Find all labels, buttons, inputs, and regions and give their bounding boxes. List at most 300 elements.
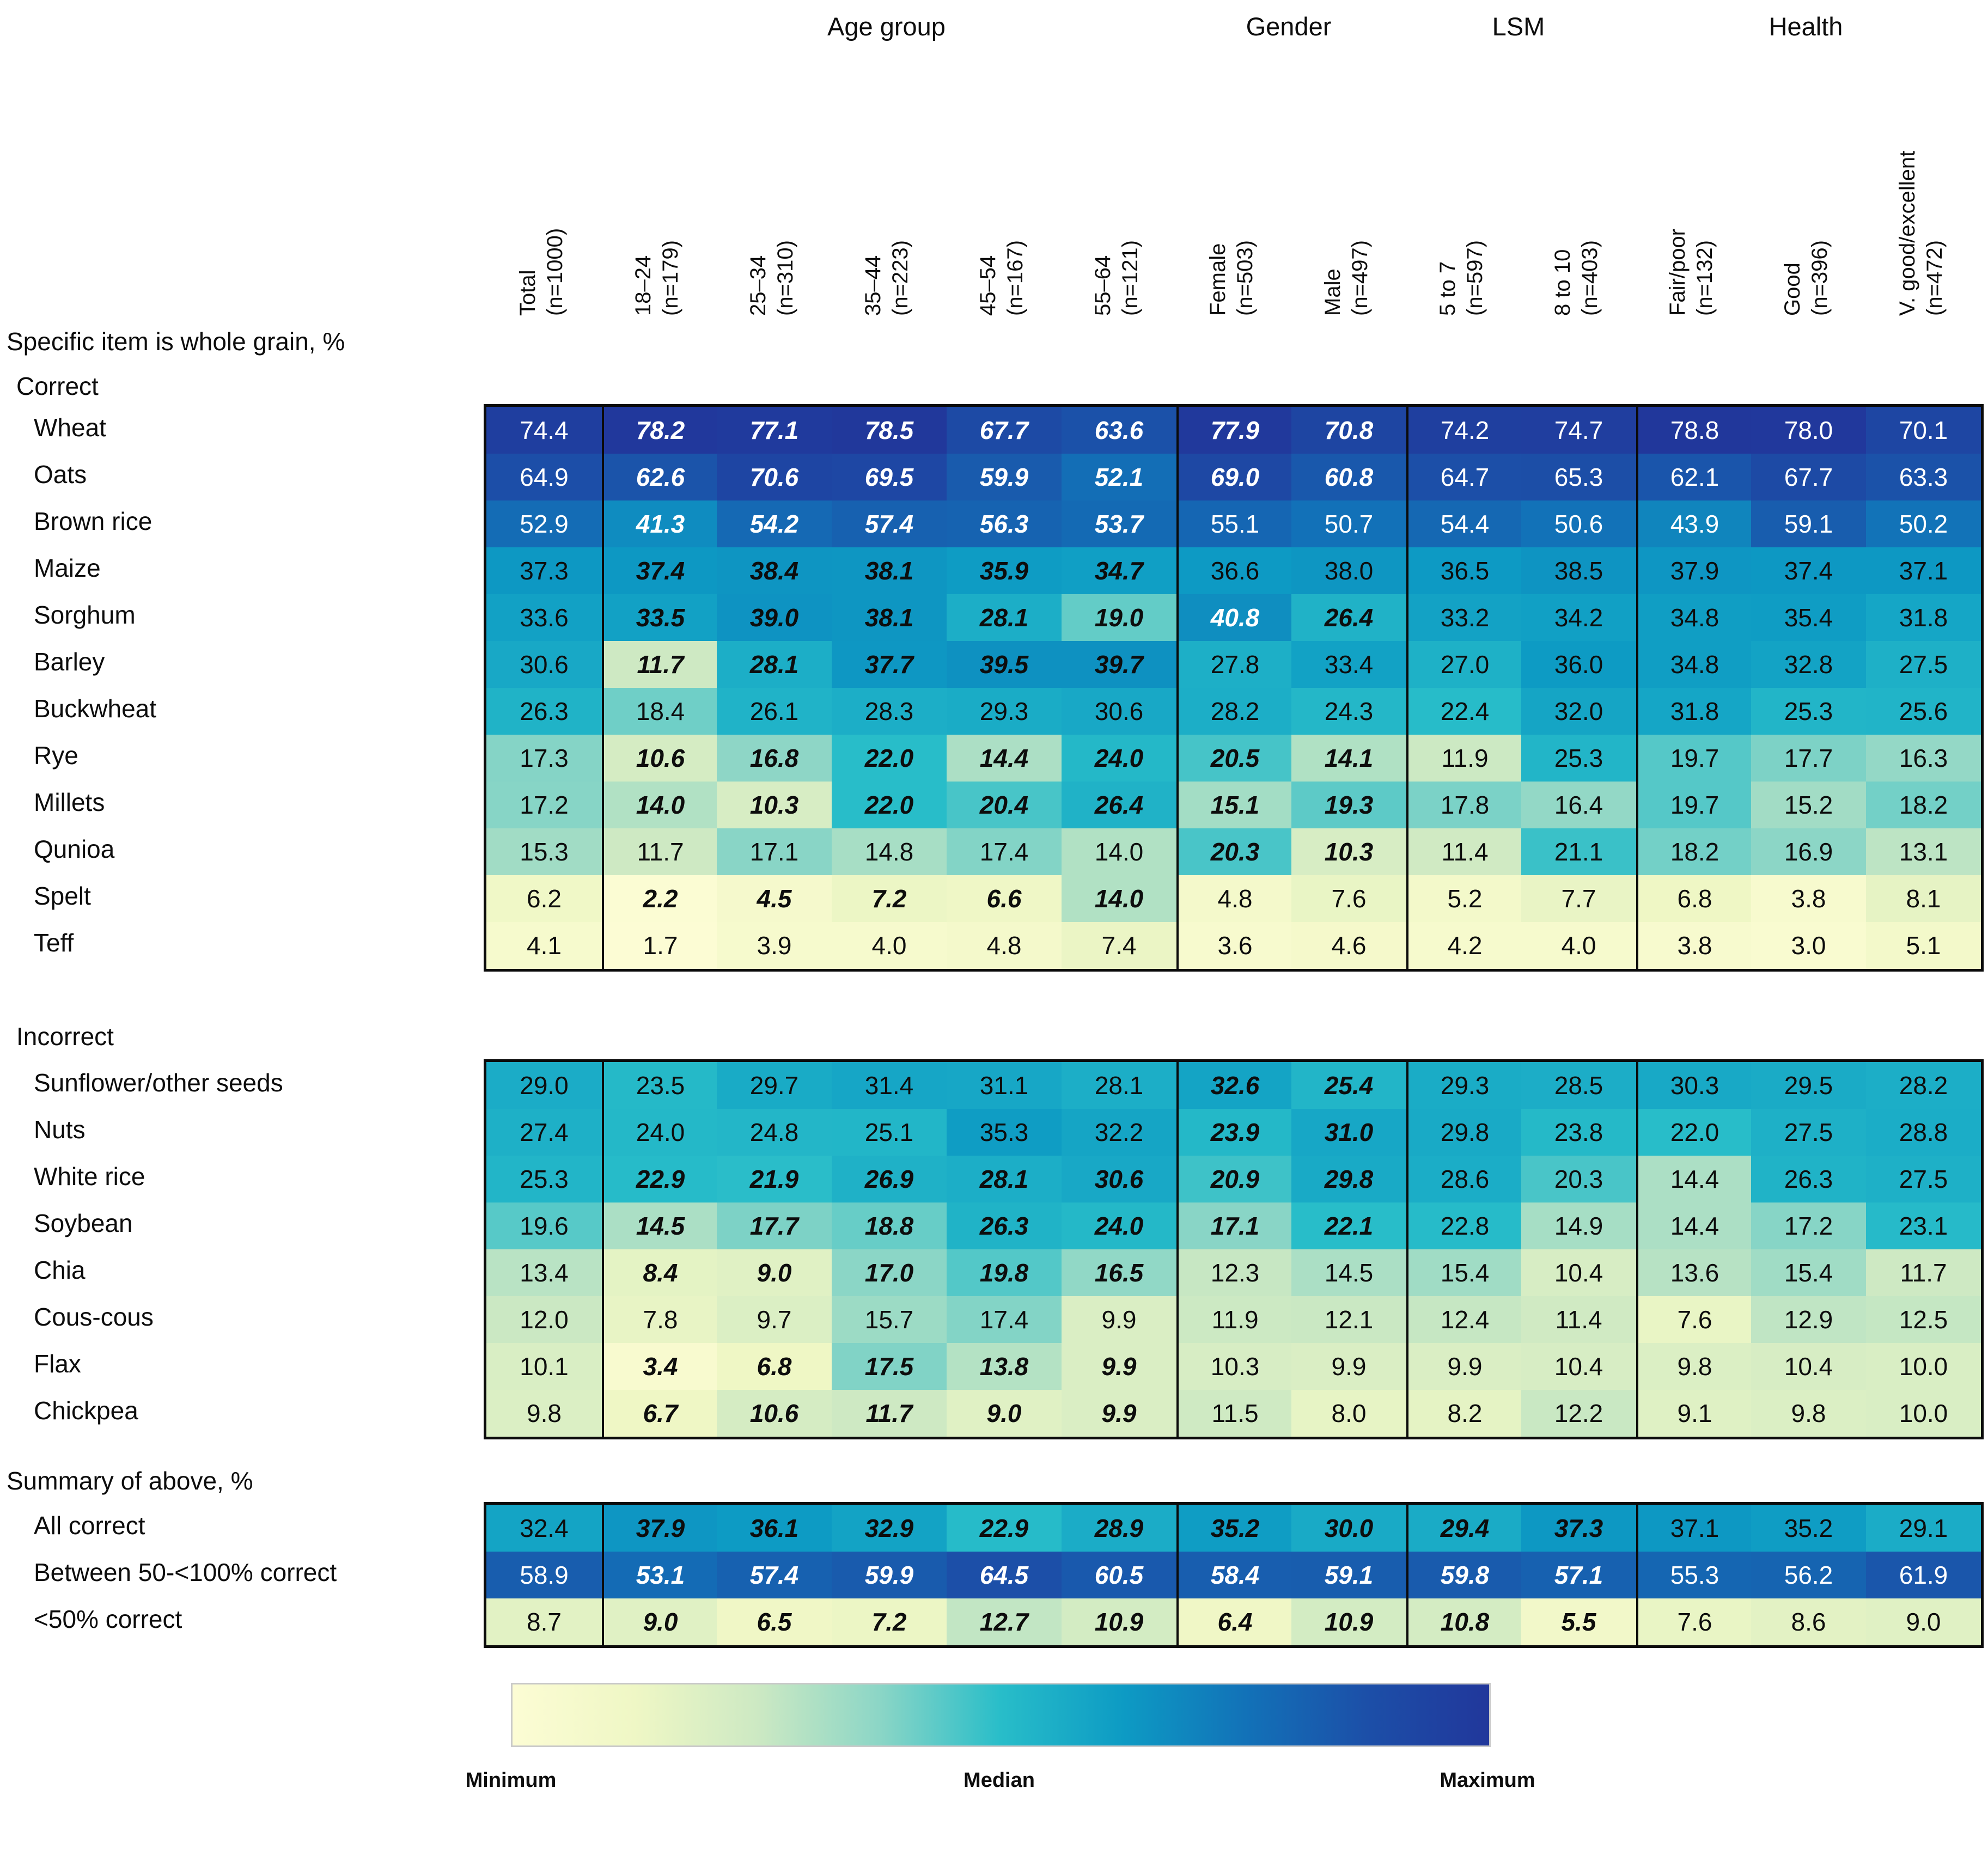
heatmap-cell: 55.1 bbox=[1176, 500, 1291, 547]
heatmap-cell: 8.7 bbox=[486, 1598, 602, 1645]
heatmap-cell: 28.8 bbox=[1866, 1109, 1981, 1156]
heatmap-cell: 25.6 bbox=[1866, 688, 1981, 735]
heatmap-cell: 78.5 bbox=[832, 407, 947, 454]
heatmap-cell: 18.8 bbox=[832, 1202, 947, 1249]
heatmap-cell: 28.1 bbox=[947, 594, 1062, 641]
heatmap-cell: 9.8 bbox=[1636, 1343, 1751, 1390]
heatmap-cell: 9.9 bbox=[1062, 1390, 1176, 1437]
heatmap-cell: 14.5 bbox=[1291, 1249, 1406, 1296]
heatmap-cell: 17.4 bbox=[947, 828, 1062, 875]
heatmap-cell: 10.9 bbox=[1291, 1598, 1406, 1645]
heatmap-cell: 10.9 bbox=[1062, 1598, 1176, 1645]
heatmap-cell: 50.2 bbox=[1866, 500, 1981, 547]
group-header-lsm: LSM bbox=[1492, 11, 1545, 41]
heatmap-cell: 18.4 bbox=[602, 688, 717, 735]
heatmap-cell: 16.9 bbox=[1751, 828, 1866, 875]
heatmap-cell: 43.9 bbox=[1636, 500, 1751, 547]
heatmap-cell: 14.1 bbox=[1291, 735, 1406, 782]
heatmap-cell: 11.9 bbox=[1406, 735, 1521, 782]
heatmap-cell: 30.6 bbox=[486, 641, 602, 688]
heatmap-cell: 22.8 bbox=[1406, 1202, 1521, 1249]
heatmap-cell: 32.4 bbox=[486, 1505, 602, 1552]
heatmap-cell: 4.6 bbox=[1291, 922, 1406, 969]
row-label: White rice bbox=[34, 1162, 145, 1191]
heatmap-cell: 59.1 bbox=[1291, 1552, 1406, 1598]
heatmap-cell: 78.8 bbox=[1636, 407, 1751, 454]
row-label: Sorghum bbox=[34, 601, 136, 629]
heatmap-cell: 7.2 bbox=[832, 1598, 947, 1645]
column-header: Good (n=396) bbox=[1780, 240, 1832, 316]
heatmap-cell: 70.6 bbox=[717, 454, 832, 500]
heatmap-cell: 17.2 bbox=[486, 782, 602, 828]
heatmap-cell: 74.2 bbox=[1406, 407, 1521, 454]
heatmap-cell: 53.1 bbox=[602, 1552, 717, 1598]
heatmap-cell: 9.8 bbox=[486, 1390, 602, 1437]
heatmap-cell: 64.5 bbox=[947, 1552, 1062, 1598]
heatmap-cell: 25.4 bbox=[1291, 1062, 1406, 1109]
heatmap-cell: 26.3 bbox=[947, 1202, 1062, 1249]
heatmap-cell: 12.4 bbox=[1406, 1296, 1521, 1343]
heatmap-cell: 19.7 bbox=[1636, 782, 1751, 828]
heatmap-cell: 12.1 bbox=[1291, 1296, 1406, 1343]
column-header: Female (n=503) bbox=[1205, 240, 1257, 316]
section-heading-whole-grain: Specific item is whole grain, % bbox=[7, 327, 345, 356]
heatmap-cell: 4.2 bbox=[1406, 922, 1521, 969]
heatmap-cell: 37.4 bbox=[1751, 547, 1866, 594]
column-header: 45–54 (n=167) bbox=[975, 240, 1027, 316]
heatmap-cell: 34.8 bbox=[1636, 641, 1751, 688]
heatmap-cell: 32.0 bbox=[1521, 688, 1636, 735]
heatmap-cell: 61.9 bbox=[1866, 1552, 1981, 1598]
section-subheading-incorrect: Incorrect bbox=[16, 1022, 114, 1051]
heatmap-cell: 28.1 bbox=[947, 1156, 1062, 1202]
heatmap-cell: 8.6 bbox=[1751, 1598, 1866, 1645]
row-label: Nuts bbox=[34, 1115, 86, 1144]
heatmap-cell: 24.8 bbox=[717, 1109, 832, 1156]
heatmap-cell: 37.9 bbox=[602, 1505, 717, 1552]
heatmap-table-summary bbox=[484, 1502, 1984, 1648]
heatmap-cell: 20.3 bbox=[1176, 828, 1291, 875]
heatmap-cell: 28.2 bbox=[1866, 1062, 1981, 1109]
heatmap-cell: 37.1 bbox=[1636, 1505, 1751, 1552]
heatmap-cell: 7.6 bbox=[1636, 1598, 1751, 1645]
row-label: Chickpea bbox=[34, 1396, 138, 1425]
heatmap-cell: 29.8 bbox=[1406, 1109, 1521, 1156]
heatmap-cell: 10.3 bbox=[1176, 1343, 1291, 1390]
heatmap-cell: 27.4 bbox=[486, 1109, 602, 1156]
heatmap-cell: 52.9 bbox=[486, 500, 602, 547]
heatmap-cell: 63.6 bbox=[1062, 407, 1176, 454]
legend-label-minimum: Minimum bbox=[465, 1769, 557, 1792]
heatmap-cell: 23.1 bbox=[1866, 1202, 1981, 1249]
heatmap-cell: 28.3 bbox=[832, 688, 947, 735]
heatmap-cell: 33.6 bbox=[486, 594, 602, 641]
heatmap-cell: 39.0 bbox=[717, 594, 832, 641]
heatmap-cell: 33.4 bbox=[1291, 641, 1406, 688]
heatmap-cell: 17.1 bbox=[717, 828, 832, 875]
row-label: Soybean bbox=[34, 1209, 133, 1237]
row-label: Oats bbox=[34, 460, 87, 489]
heatmap-cell: 78.2 bbox=[602, 407, 717, 454]
heatmap-cell: 27.5 bbox=[1751, 1109, 1866, 1156]
heatmap-cell: 7.6 bbox=[1291, 875, 1406, 922]
heatmap-cell: 22.4 bbox=[1406, 688, 1521, 735]
heatmap-cell: 37.3 bbox=[1521, 1505, 1636, 1552]
heatmap-cell: 37.9 bbox=[1636, 547, 1751, 594]
color-scale-gradient-bar bbox=[511, 1683, 1491, 1747]
heatmap-cell: 16.3 bbox=[1866, 735, 1981, 782]
heatmap-cell: 7.2 bbox=[832, 875, 947, 922]
heatmap-cell: 10.4 bbox=[1751, 1343, 1866, 1390]
heatmap-cell: 77.1 bbox=[717, 407, 832, 454]
heatmap-cell: 17.0 bbox=[832, 1249, 947, 1296]
heatmap-cell: 22.0 bbox=[832, 782, 947, 828]
heatmap-cell: 28.6 bbox=[1406, 1156, 1521, 1202]
heatmap-cell: 65.3 bbox=[1521, 454, 1636, 500]
heatmap-cell: 12.2 bbox=[1521, 1390, 1636, 1437]
heatmap-cell: 7.6 bbox=[1636, 1296, 1751, 1343]
heatmap-cell: 15.7 bbox=[832, 1296, 947, 1343]
heatmap-cell: 28.1 bbox=[1062, 1062, 1176, 1109]
heatmap-cell: 2.2 bbox=[602, 875, 717, 922]
row-label: Brown rice bbox=[34, 507, 153, 535]
heatmap-cell: 35.3 bbox=[947, 1109, 1062, 1156]
group-header-age-group: Age group bbox=[827, 11, 946, 41]
heatmap-cell: 22.1 bbox=[1291, 1202, 1406, 1249]
heatmap-cell: 38.0 bbox=[1291, 547, 1406, 594]
column-headers bbox=[484, 59, 1978, 316]
heatmap-cell: 4.1 bbox=[486, 922, 602, 969]
heatmap-cell: 6.4 bbox=[1176, 1598, 1291, 1645]
row-label: Flax bbox=[34, 1350, 81, 1378]
heatmap-cell: 57.4 bbox=[832, 500, 947, 547]
heatmap-cell: 31.8 bbox=[1636, 688, 1751, 735]
heatmap-cell: 15.3 bbox=[486, 828, 602, 875]
heatmap-cell: 34.8 bbox=[1636, 594, 1751, 641]
heatmap-cell: 8.2 bbox=[1406, 1390, 1521, 1437]
heatmap-cell: 9.0 bbox=[602, 1598, 717, 1645]
heatmap-cell: 50.7 bbox=[1291, 500, 1406, 547]
heatmap-cell: 19.3 bbox=[1291, 782, 1406, 828]
column-header: 25–34 (n=310) bbox=[746, 240, 797, 316]
row-label: Spelt bbox=[34, 882, 91, 910]
heatmap-cell: 18.2 bbox=[1636, 828, 1751, 875]
heatmap-table-incorrect bbox=[484, 1059, 1984, 1439]
heatmap-cell: 40.8 bbox=[1176, 594, 1291, 641]
heatmap-cell: 22.0 bbox=[1636, 1109, 1751, 1156]
heatmap-cell: 77.9 bbox=[1176, 407, 1291, 454]
column-header: Fair/poor (n=132) bbox=[1665, 228, 1717, 316]
heatmap-cell: 36.1 bbox=[717, 1505, 832, 1552]
heatmap-cell: 17.1 bbox=[1176, 1202, 1291, 1249]
heatmap-cell: 9.7 bbox=[717, 1296, 832, 1343]
section-heading-summary: Summary of above, % bbox=[7, 1467, 253, 1495]
heatmap-cell: 28.9 bbox=[1062, 1505, 1176, 1552]
heatmap-cell: 21.1 bbox=[1521, 828, 1636, 875]
heatmap-cell: 14.9 bbox=[1521, 1202, 1636, 1249]
heatmap-cell: 30.3 bbox=[1636, 1062, 1751, 1109]
heatmap-cell: 29.8 bbox=[1291, 1156, 1406, 1202]
heatmap-cell: 14.5 bbox=[602, 1202, 717, 1249]
heatmap-cell: 22.0 bbox=[832, 735, 947, 782]
heatmap-cell: 41.3 bbox=[602, 500, 717, 547]
heatmap-cell: 4.8 bbox=[1176, 875, 1291, 922]
heatmap-cell: 31.1 bbox=[947, 1062, 1062, 1109]
heatmap-cell: 24.3 bbox=[1291, 688, 1406, 735]
heatmap-cell: 59.9 bbox=[947, 454, 1062, 500]
heatmap-cell: 12.0 bbox=[486, 1296, 602, 1343]
heatmap-cell: 25.3 bbox=[486, 1156, 602, 1202]
heatmap-cell: 31.8 bbox=[1866, 594, 1981, 641]
heatmap-cell: 34.2 bbox=[1521, 594, 1636, 641]
heatmap-cell: 17.3 bbox=[486, 735, 602, 782]
heatmap-cell: 9.9 bbox=[1062, 1343, 1176, 1390]
heatmap-cell: 27.5 bbox=[1866, 1156, 1981, 1202]
heatmap-cell: 15.2 bbox=[1751, 782, 1866, 828]
heatmap-cell: 32.6 bbox=[1176, 1062, 1291, 1109]
heatmap-cell: 69.0 bbox=[1176, 454, 1291, 500]
heatmap-cell: 16.8 bbox=[717, 735, 832, 782]
group-header-health: Health bbox=[1769, 11, 1843, 41]
heatmap-cell: 17.2 bbox=[1751, 1202, 1866, 1249]
heatmap-cell: 4.0 bbox=[1521, 922, 1636, 969]
row-label: Millets bbox=[34, 788, 105, 816]
heatmap-cell: 19.6 bbox=[486, 1202, 602, 1249]
heatmap-cell: 7.4 bbox=[1062, 922, 1176, 969]
heatmap-cell: 38.1 bbox=[832, 547, 947, 594]
heatmap-cell: 11.9 bbox=[1176, 1296, 1291, 1343]
heatmap-cell: 28.5 bbox=[1521, 1062, 1636, 1109]
heatmap-cell: 19.7 bbox=[1636, 735, 1751, 782]
heatmap-cell: 4.8 bbox=[947, 922, 1062, 969]
heatmap-cell: 27.0 bbox=[1406, 641, 1521, 688]
heatmap-cell: 59.9 bbox=[832, 1552, 947, 1598]
heatmap-cell: 9.9 bbox=[1062, 1296, 1176, 1343]
heatmap-cell: 20.3 bbox=[1521, 1156, 1636, 1202]
column-header: 8 to 10 (n=403) bbox=[1550, 240, 1602, 316]
heatmap-cell: 14.0 bbox=[1062, 875, 1176, 922]
heatmap-cell: 32.9 bbox=[832, 1505, 947, 1552]
heatmap-cell: 26.4 bbox=[1062, 782, 1176, 828]
heatmap-cell: 16.5 bbox=[1062, 1249, 1176, 1296]
heatmap-cell: 67.7 bbox=[947, 407, 1062, 454]
heatmap-cell: 11.4 bbox=[1521, 1296, 1636, 1343]
heatmap-cell: 3.4 bbox=[602, 1343, 717, 1390]
heatmap-cell: 59.8 bbox=[1406, 1552, 1521, 1598]
heatmap-cell: 64.9 bbox=[486, 454, 602, 500]
heatmap-cell: 3.8 bbox=[1751, 875, 1866, 922]
heatmap-cell: 10.3 bbox=[717, 782, 832, 828]
heatmap-cell: 16.4 bbox=[1521, 782, 1636, 828]
heatmap-cell: 39.5 bbox=[947, 641, 1062, 688]
heatmap-cell: 21.9 bbox=[717, 1156, 832, 1202]
heatmap-cell: 6.6 bbox=[947, 875, 1062, 922]
heatmap-cell: 38.5 bbox=[1521, 547, 1636, 594]
heatmap-cell: 17.7 bbox=[717, 1202, 832, 1249]
column-header: V. good/excellent (n=472) bbox=[1895, 150, 1947, 316]
heatmap-cell: 29.5 bbox=[1751, 1062, 1866, 1109]
row-label: Qunioa bbox=[34, 835, 115, 863]
row-label: Teff bbox=[34, 929, 74, 957]
heatmap-cell: 60.5 bbox=[1062, 1552, 1176, 1598]
heatmap-cell: 53.7 bbox=[1062, 500, 1176, 547]
heatmap-cell: 32.8 bbox=[1751, 641, 1866, 688]
heatmap-cell: 6.8 bbox=[1636, 875, 1751, 922]
row-label: Maize bbox=[34, 554, 101, 582]
heatmap-cell: 25.1 bbox=[832, 1109, 947, 1156]
heatmap-cell: 4.5 bbox=[717, 875, 832, 922]
heatmap-cell: 18.2 bbox=[1866, 782, 1981, 828]
column-header: 35–44 (n=223) bbox=[861, 240, 912, 316]
heatmap-cell: 24.0 bbox=[1062, 1202, 1176, 1249]
heatmap-cell: 28.2 bbox=[1176, 688, 1291, 735]
heatmap-cell: 34.7 bbox=[1062, 547, 1176, 594]
heatmap-cell: 35.2 bbox=[1751, 1505, 1866, 1552]
heatmap-cell: 62.6 bbox=[602, 454, 717, 500]
heatmap-cell: 29.4 bbox=[1406, 1505, 1521, 1552]
heatmap-cell: 50.6 bbox=[1521, 500, 1636, 547]
heatmap-cell: 10.6 bbox=[602, 735, 717, 782]
heatmap-cell: 29.0 bbox=[486, 1062, 602, 1109]
group-header-gender: Gender bbox=[1246, 11, 1332, 41]
heatmap-cell: 36.5 bbox=[1406, 547, 1521, 594]
heatmap-cell: 29.3 bbox=[1406, 1062, 1521, 1109]
heatmap-cell: 58.9 bbox=[486, 1552, 602, 1598]
heatmap-cell: 37.4 bbox=[602, 547, 717, 594]
heatmap-cell: 14.0 bbox=[1062, 828, 1176, 875]
heatmap-cell: 11.7 bbox=[602, 641, 717, 688]
heatmap-cell: 37.7 bbox=[832, 641, 947, 688]
heatmap-cell: 9.0 bbox=[717, 1249, 832, 1296]
heatmap-cell: 5.1 bbox=[1866, 922, 1981, 969]
heatmap-cell: 69.5 bbox=[832, 454, 947, 500]
heatmap-cell: 10.6 bbox=[717, 1390, 832, 1437]
heatmap-cell: 6.8 bbox=[717, 1343, 832, 1390]
heatmap-cell: 31.4 bbox=[832, 1062, 947, 1109]
heatmap-cell: 10.4 bbox=[1521, 1343, 1636, 1390]
row-label: <50% correct bbox=[34, 1605, 182, 1633]
legend-label-median: Median bbox=[963, 1769, 1035, 1792]
heatmap-cell: 37.1 bbox=[1866, 547, 1981, 594]
heatmap-cell: 25.3 bbox=[1521, 735, 1636, 782]
row-label: Buckwheat bbox=[34, 694, 157, 723]
row-label: Chia bbox=[34, 1256, 86, 1284]
heatmap-cell: 35.9 bbox=[947, 547, 1062, 594]
heatmap-cell: 11.5 bbox=[1176, 1390, 1291, 1437]
heatmap-cell: 29.7 bbox=[717, 1062, 832, 1109]
column-header: 5 to 7 (n=597) bbox=[1435, 240, 1487, 316]
heatmap-cell: 7.8 bbox=[602, 1296, 717, 1343]
heatmap-cell: 20.5 bbox=[1176, 735, 1291, 782]
heatmap-cell: 17.4 bbox=[947, 1296, 1062, 1343]
heatmap-cell: 64.7 bbox=[1406, 454, 1521, 500]
color-scale-labels bbox=[465, 1769, 1535, 1802]
heatmap-cell: 24.0 bbox=[1062, 735, 1176, 782]
heatmap-cell: 59.1 bbox=[1751, 500, 1866, 547]
heatmap-cell: 12.3 bbox=[1176, 1249, 1291, 1296]
heatmap-cell: 52.1 bbox=[1062, 454, 1176, 500]
heatmap-cell: 5.2 bbox=[1406, 875, 1521, 922]
heatmap-cell: 26.9 bbox=[832, 1156, 947, 1202]
heatmap-cell: 9.8 bbox=[1751, 1390, 1866, 1437]
heatmap-cell: 22.9 bbox=[602, 1156, 717, 1202]
heatmap-cell: 17.5 bbox=[832, 1343, 947, 1390]
heatmap-cell: 29.1 bbox=[1866, 1505, 1981, 1552]
heatmap-cell: 25.3 bbox=[1751, 688, 1866, 735]
row-label: Cous-cous bbox=[34, 1303, 154, 1331]
heatmap-cell: 3.9 bbox=[717, 922, 832, 969]
heatmap-cell: 27.8 bbox=[1176, 641, 1291, 688]
legend-label-maximum: Maximum bbox=[1440, 1769, 1535, 1792]
heatmap-cell: 57.1 bbox=[1521, 1552, 1636, 1598]
heatmap-cell: 10.4 bbox=[1521, 1249, 1636, 1296]
heatmap-cell: 14.0 bbox=[602, 782, 717, 828]
section-subheading-correct: Correct bbox=[16, 372, 99, 400]
heatmap-cell: 11.7 bbox=[832, 1390, 947, 1437]
row-label: Between 50-<100% correct bbox=[34, 1558, 337, 1586]
column-header: 55–64 (n=121) bbox=[1090, 240, 1142, 316]
column-header: Male (n=497) bbox=[1320, 240, 1372, 316]
heatmap-cell: 12.9 bbox=[1751, 1296, 1866, 1343]
heatmap-cell: 23.5 bbox=[602, 1062, 717, 1109]
heatmap-cell: 26.4 bbox=[1291, 594, 1406, 641]
row-label: Sunflower/other seeds bbox=[34, 1069, 283, 1097]
heatmap-cell: 10.3 bbox=[1291, 828, 1406, 875]
heatmap-cell: 20.9 bbox=[1176, 1156, 1291, 1202]
heatmap-cell: 28.1 bbox=[717, 641, 832, 688]
heatmap-cell: 33.2 bbox=[1406, 594, 1521, 641]
heatmap-cell: 22.9 bbox=[947, 1505, 1062, 1552]
heatmap-cell: 17.8 bbox=[1406, 782, 1521, 828]
heatmap-cell: 9.1 bbox=[1636, 1390, 1751, 1437]
heatmap-cell: 15.1 bbox=[1176, 782, 1291, 828]
heatmap-cell: 55.3 bbox=[1636, 1552, 1751, 1598]
row-label: Wheat bbox=[34, 413, 106, 442]
column-header: Total (n=1000) bbox=[516, 228, 567, 316]
row-labels-incorrect bbox=[0, 1059, 484, 1434]
heatmap-cell: 67.7 bbox=[1751, 454, 1866, 500]
heatmap-cell: 13.4 bbox=[486, 1249, 602, 1296]
heatmap-cell: 31.0 bbox=[1291, 1109, 1406, 1156]
heatmap-cell: 6.7 bbox=[602, 1390, 717, 1437]
heatmap-cell: 37.3 bbox=[486, 547, 602, 594]
heatmap-cell: 36.6 bbox=[1176, 547, 1291, 594]
row-label: All correct bbox=[34, 1511, 145, 1540]
heatmap-cell: 38.1 bbox=[832, 594, 947, 641]
heatmap-cell: 9.9 bbox=[1406, 1343, 1521, 1390]
heatmap-cell: 54.4 bbox=[1406, 500, 1521, 547]
heatmap-cell: 13.1 bbox=[1866, 828, 1981, 875]
heatmap-cell: 63.3 bbox=[1866, 454, 1981, 500]
heatmap-cell: 10.8 bbox=[1406, 1598, 1521, 1645]
heatmap-cell: 30.6 bbox=[1062, 1156, 1176, 1202]
heatmap-cell: 23.9 bbox=[1176, 1109, 1291, 1156]
heatmap-cell: 26.3 bbox=[486, 688, 602, 735]
heatmap-cell: 12.7 bbox=[947, 1598, 1062, 1645]
heatmap-cell: 39.7 bbox=[1062, 641, 1176, 688]
heatmap-cell: 11.4 bbox=[1406, 828, 1521, 875]
heatmap-cell: 62.1 bbox=[1636, 454, 1751, 500]
heatmap-cell: 3.8 bbox=[1636, 922, 1751, 969]
heatmap-cell: 60.8 bbox=[1291, 454, 1406, 500]
heatmap-cell: 4.0 bbox=[832, 922, 947, 969]
heatmap-cell: 24.0 bbox=[602, 1109, 717, 1156]
heatmap-cell: 8.0 bbox=[1291, 1390, 1406, 1437]
heatmap-cell: 12.5 bbox=[1866, 1296, 1981, 1343]
row-labels-correct bbox=[0, 404, 484, 966]
heatmap-cell: 13.6 bbox=[1636, 1249, 1751, 1296]
heatmap-table-correct bbox=[484, 404, 1984, 972]
